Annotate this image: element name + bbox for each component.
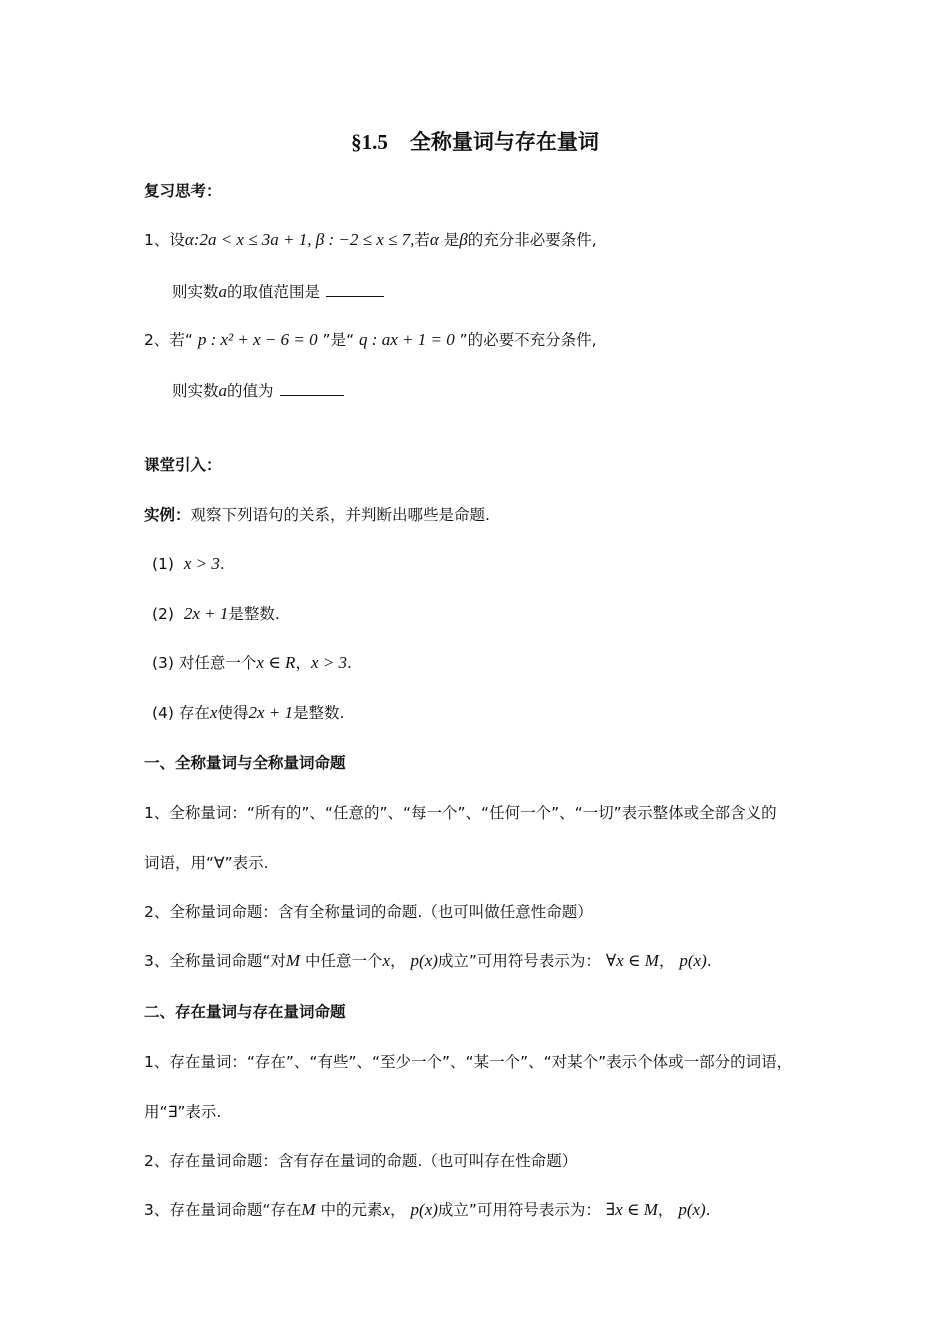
item-number: (3): [152, 654, 174, 672]
item-math: x > 3: [183, 554, 220, 573]
p3-var: x: [382, 1200, 391, 1219]
universal-p2: 2、全称量词命题：含有全称量词的命题.（也可叫做任意性命题）: [144, 903, 593, 921]
q1-line2-a: 则实数: [172, 283, 219, 301]
q2-mid: ”是“: [322, 331, 355, 349]
q1-text-a: 若: [414, 231, 430, 249]
p3-text-c: 成立”可用符号表示为：: [437, 1201, 601, 1219]
q1-text-b: 是: [443, 231, 460, 249]
p3-predicate: p(x): [410, 951, 438, 970]
existential-p1-line1: 1、存在量词：“存在”、“有些”、“至少一个”、“某一个”、“对某个”表示个体或一部分的词语，: [144, 1053, 793, 1071]
q1-number: 1、设: [144, 231, 185, 249]
item-var: x: [209, 703, 218, 722]
existential-heading: 二、存在量词与存在量词命题: [144, 1003, 346, 1021]
review-question-2-line2: [172, 379, 344, 402]
title-text: 全称量词与存在量词: [409, 130, 599, 154]
q1-alpha: α: [429, 230, 439, 249]
answer-blank[interactable]: [326, 280, 384, 297]
item-math: 2x + 1: [183, 604, 229, 623]
existential-p3: [144, 1199, 711, 1221]
item-end: .: [346, 654, 352, 672]
p3-var: x: [382, 951, 391, 970]
intro-heading: 课堂引入：: [144, 456, 222, 474]
q1-math: α:2a < x ≤ 3a + 1, β : −2 ≤ x ≤ 7,: [184, 230, 415, 249]
item-end: .: [219, 555, 225, 573]
example-text: 观察下列语句的关系，并判断出哪些是命题.: [190, 506, 490, 524]
p3-sep: ，: [657, 1201, 674, 1219]
page-title: [0, 128, 950, 156]
existential-p1-line2: 用“∃”表示.: [144, 1103, 222, 1121]
p3-set: M: [301, 1200, 316, 1219]
p3-predicate: p(x): [679, 951, 707, 970]
q2-line2-a: 则实数: [172, 382, 219, 400]
p3-text-b: 中任意一个: [305, 952, 383, 970]
review-question-1-line2: [172, 280, 384, 303]
review-question-2: [144, 329, 597, 351]
example-line: [144, 504, 490, 526]
q1-text-c: 的充分非必要条件,: [467, 231, 597, 249]
item-text: 使得: [217, 704, 249, 722]
q2-var: a: [218, 381, 228, 400]
p3-end: .: [706, 952, 712, 970]
example-item-1: [152, 553, 225, 575]
q2-q: q : ax + 1 = 0: [359, 330, 455, 349]
item-end: 是整数.: [293, 704, 345, 722]
q1-line2-b: 的取值范围是: [227, 283, 321, 301]
p3-predicate: p(x): [410, 1200, 438, 1219]
item-number: (1): [152, 555, 174, 573]
q2-number: 2、若“: [144, 331, 193, 349]
q2-line2-b: 的值为: [227, 382, 274, 400]
item-number: (2): [152, 605, 174, 623]
p3-set: M: [285, 951, 301, 970]
p3-symbol: ∀x ∈ M: [605, 951, 659, 970]
section-number: §1.5: [351, 130, 388, 154]
p3-sep: ，: [390, 1201, 406, 1219]
universal-heading: 一、全称量词与全称量词命题: [144, 754, 346, 772]
q1-var: a: [218, 282, 228, 301]
example-item-4: [152, 702, 344, 724]
universal-p1-line2: 词语，用“∀”表示.: [144, 854, 269, 872]
universal-p3: [144, 950, 712, 972]
p3-sep: ，: [658, 952, 675, 970]
item-text: 对任意一个: [178, 654, 257, 672]
p3-text-a: 3、存在量词命题“存在: [144, 1201, 302, 1219]
p3-sep: ，: [390, 952, 406, 970]
p3-predicate: p(x): [678, 1200, 706, 1219]
review-heading: 复习思考：: [144, 182, 222, 200]
item-sep: ，: [295, 654, 311, 672]
p3-text-a: 3、全称量词命题“对: [144, 952, 286, 970]
answer-blank[interactable]: [280, 379, 344, 396]
item-math: x > 3: [310, 653, 347, 672]
item-math: 2x + 1: [248, 703, 294, 722]
p3-text-b: 中的元素: [320, 1201, 383, 1219]
item-end: 是整数.: [228, 605, 280, 623]
example-lead: 实例：: [144, 506, 191, 524]
p3-symbol: ∃x ∈ M: [605, 1200, 658, 1219]
example-item-2: [152, 603, 280, 625]
item-text: 存在: [178, 704, 210, 722]
universal-p1-line1: 1、全称量词：“所有的”、“任意的”、“每一个”、“任何一个”、“一切”表示整体或全部含义的: [144, 804, 777, 822]
review-question-1: [144, 229, 597, 251]
q2-end: ”的必要不充分条件,: [459, 331, 597, 349]
p3-text-c: 成立”可用符号表示为：: [437, 952, 601, 970]
item-number: (4): [152, 704, 174, 722]
example-item-3: [152, 652, 352, 674]
existential-p2: 2、存在量词命题：含有存在量词的命题.（也可叫存在性命题）: [144, 1152, 578, 1170]
q2-p: p : x² + x − 6 = 0: [197, 330, 318, 349]
p3-end: .: [705, 1201, 711, 1219]
q1-beta: β: [459, 230, 468, 249]
item-math: x ∈ R: [256, 653, 296, 672]
